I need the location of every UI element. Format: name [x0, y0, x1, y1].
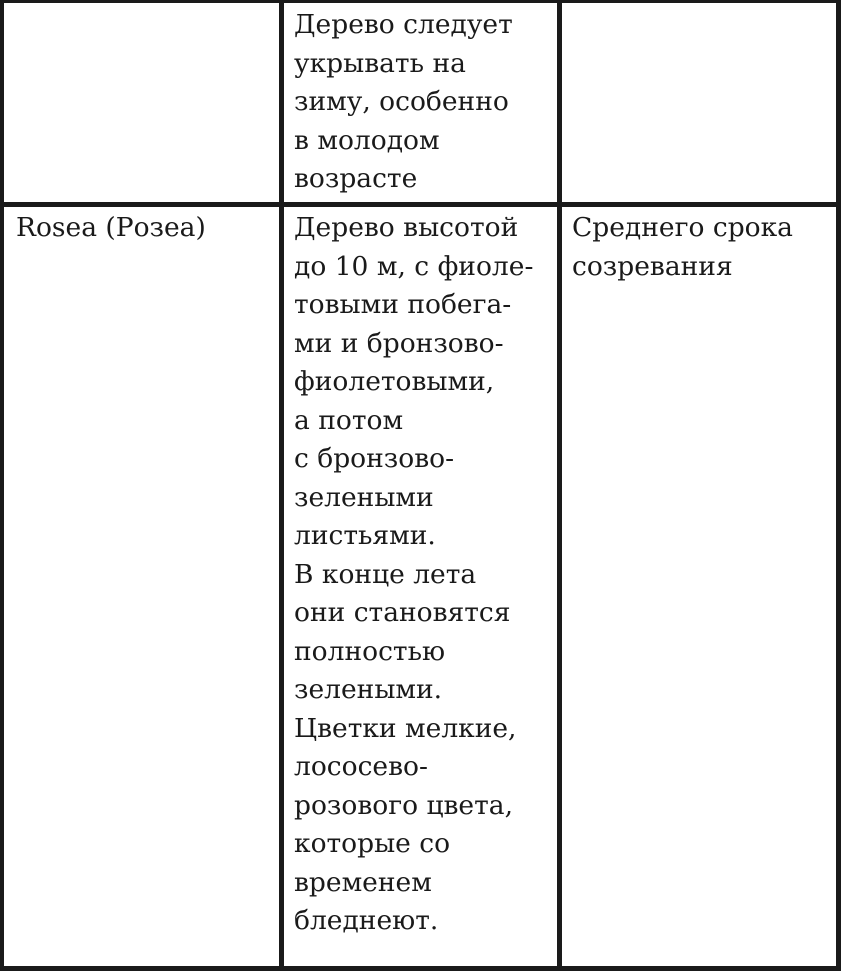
table-cell-ripening: Среднего срока созревания — [572, 212, 793, 282]
table-bottom-border — [0, 966, 841, 971]
table-right-border — [836, 0, 841, 971]
table-cell-description: Дерево следует укрывать на зиму, особенно в молодом возрасте — [294, 9, 513, 194]
row-divider — [0, 202, 841, 207]
table-cell-description: Дерево высотой до 10 м, с фиоле- товыми побега- ми и бронзово- фиолетовыми, а потом с бронзово- зелеными листьями. В конце лета они становятся полностью зелеными. Цветки мелкие, лососево- розового цвета, которые со временем бледнеют. — [294, 212, 534, 936]
column-divider-1 — [279, 0, 284, 971]
table-left-border — [0, 0, 4, 971]
column-divider-2 — [557, 0, 562, 971]
table-cell-variety: Rosea (Розеа) — [16, 212, 206, 243]
table-top-border — [0, 0, 841, 3]
